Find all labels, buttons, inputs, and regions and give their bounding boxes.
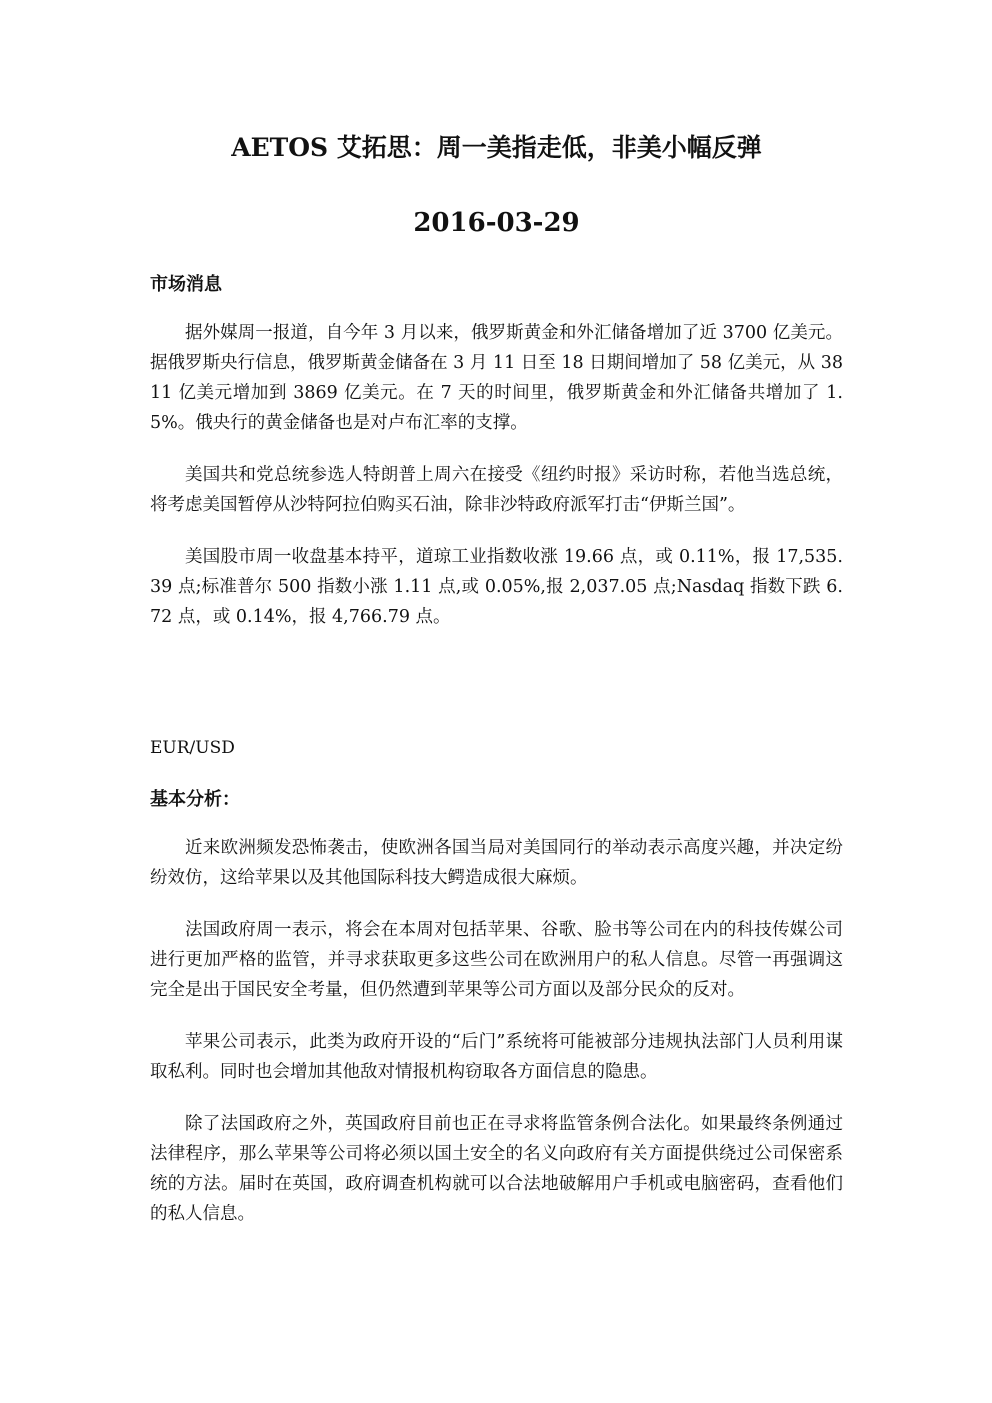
document-title: AETOS 艾拓思：周一美指走低，非美小幅反弹 [231, 133, 762, 162]
market-news-heading: 市场消息 [150, 274, 222, 295]
analysis-paragraph: 法国政府周一表示，将会在本周对包括苹果、谷歌、脸书等公司在内的科技传媒公司进行更加严格的监管，并寻求获取更多这些公司在欧洲用户的私人信息。尽管一再强调这完全是出于国民安全考量，但仍然遭到苹果等公司方面以及部分民众的反对。 [150, 920, 843, 1000]
analysis-paragraph: 苹果公司表示，此类为政府开设的“后门”系统将可能被部分违规执法部门人员利用谋取私利。同时也会增加其他敌对情报机构窃取各方面信息的隐患。 [150, 1032, 843, 1082]
eurusd-heading: EUR/USD [150, 738, 235, 758]
eurusd-section [150, 733, 843, 1229]
analysis-paragraph: 除了法国政府之外，英国政府目前也正在寻求将监管条例合法化。如果最终条例通过法律程序，那么苹果等公司将必须以国土安全的名义向政府有关方面提供绕过公司保密系统的方法。届时在英国，政府调查机构就可以合法地破解用户手机或电脑密码，查看他们的私人信息。 [150, 1114, 843, 1224]
news-paragraph: 据外媒周一报道，自今年 3 月以来，俄罗斯黄金和外汇储备增加了近 3700 亿美元。据俄罗斯央行信息，俄罗斯黄金储备在 3 月 11 日至 18 日期间增加了 58 亿美元，从 3811 亿美元增加到 3869 亿美元。在 7 天的时间里，俄罗斯黄金和外汇储备共增加了 1.5%。俄央行的黄金储备也是对卢布汇率的支撑。 [150, 323, 843, 433]
news-paragraph: 美国股市周一收盘基本持平，道琼工业指数收涨 19.66 点，或 0.11%，报 17,535.39 点;标准普尔 500 指数小涨 1.11 点,或 0.05%,报 2,037.05 点;Nasdaq 指数下跌 6.72 点，或 0.14%，报 4,766.79 点。 [150, 547, 843, 627]
analysis-paragraph: 近来欧洲频发恐怖袭击，使欧洲各国当局对美国同行的举动表示高度兴趣，并决定纷纷效仿，这给苹果以及其他国际科技大鳄造成很大麻烦。 [150, 838, 843, 888]
news-paragraph: 美国共和党总统参选人特朗普上周六在接受《纽约时报》采访时称，若他当选总统，将考虑美国暂停从沙特阿拉伯购买石油，除非沙特政府派军打击“伊斯兰国”。 [150, 465, 843, 515]
document-date: 2016-03-29 [413, 208, 580, 238]
market-news-section [150, 270, 843, 632]
fundamental-analysis-heading: 基本分析： [150, 789, 240, 810]
